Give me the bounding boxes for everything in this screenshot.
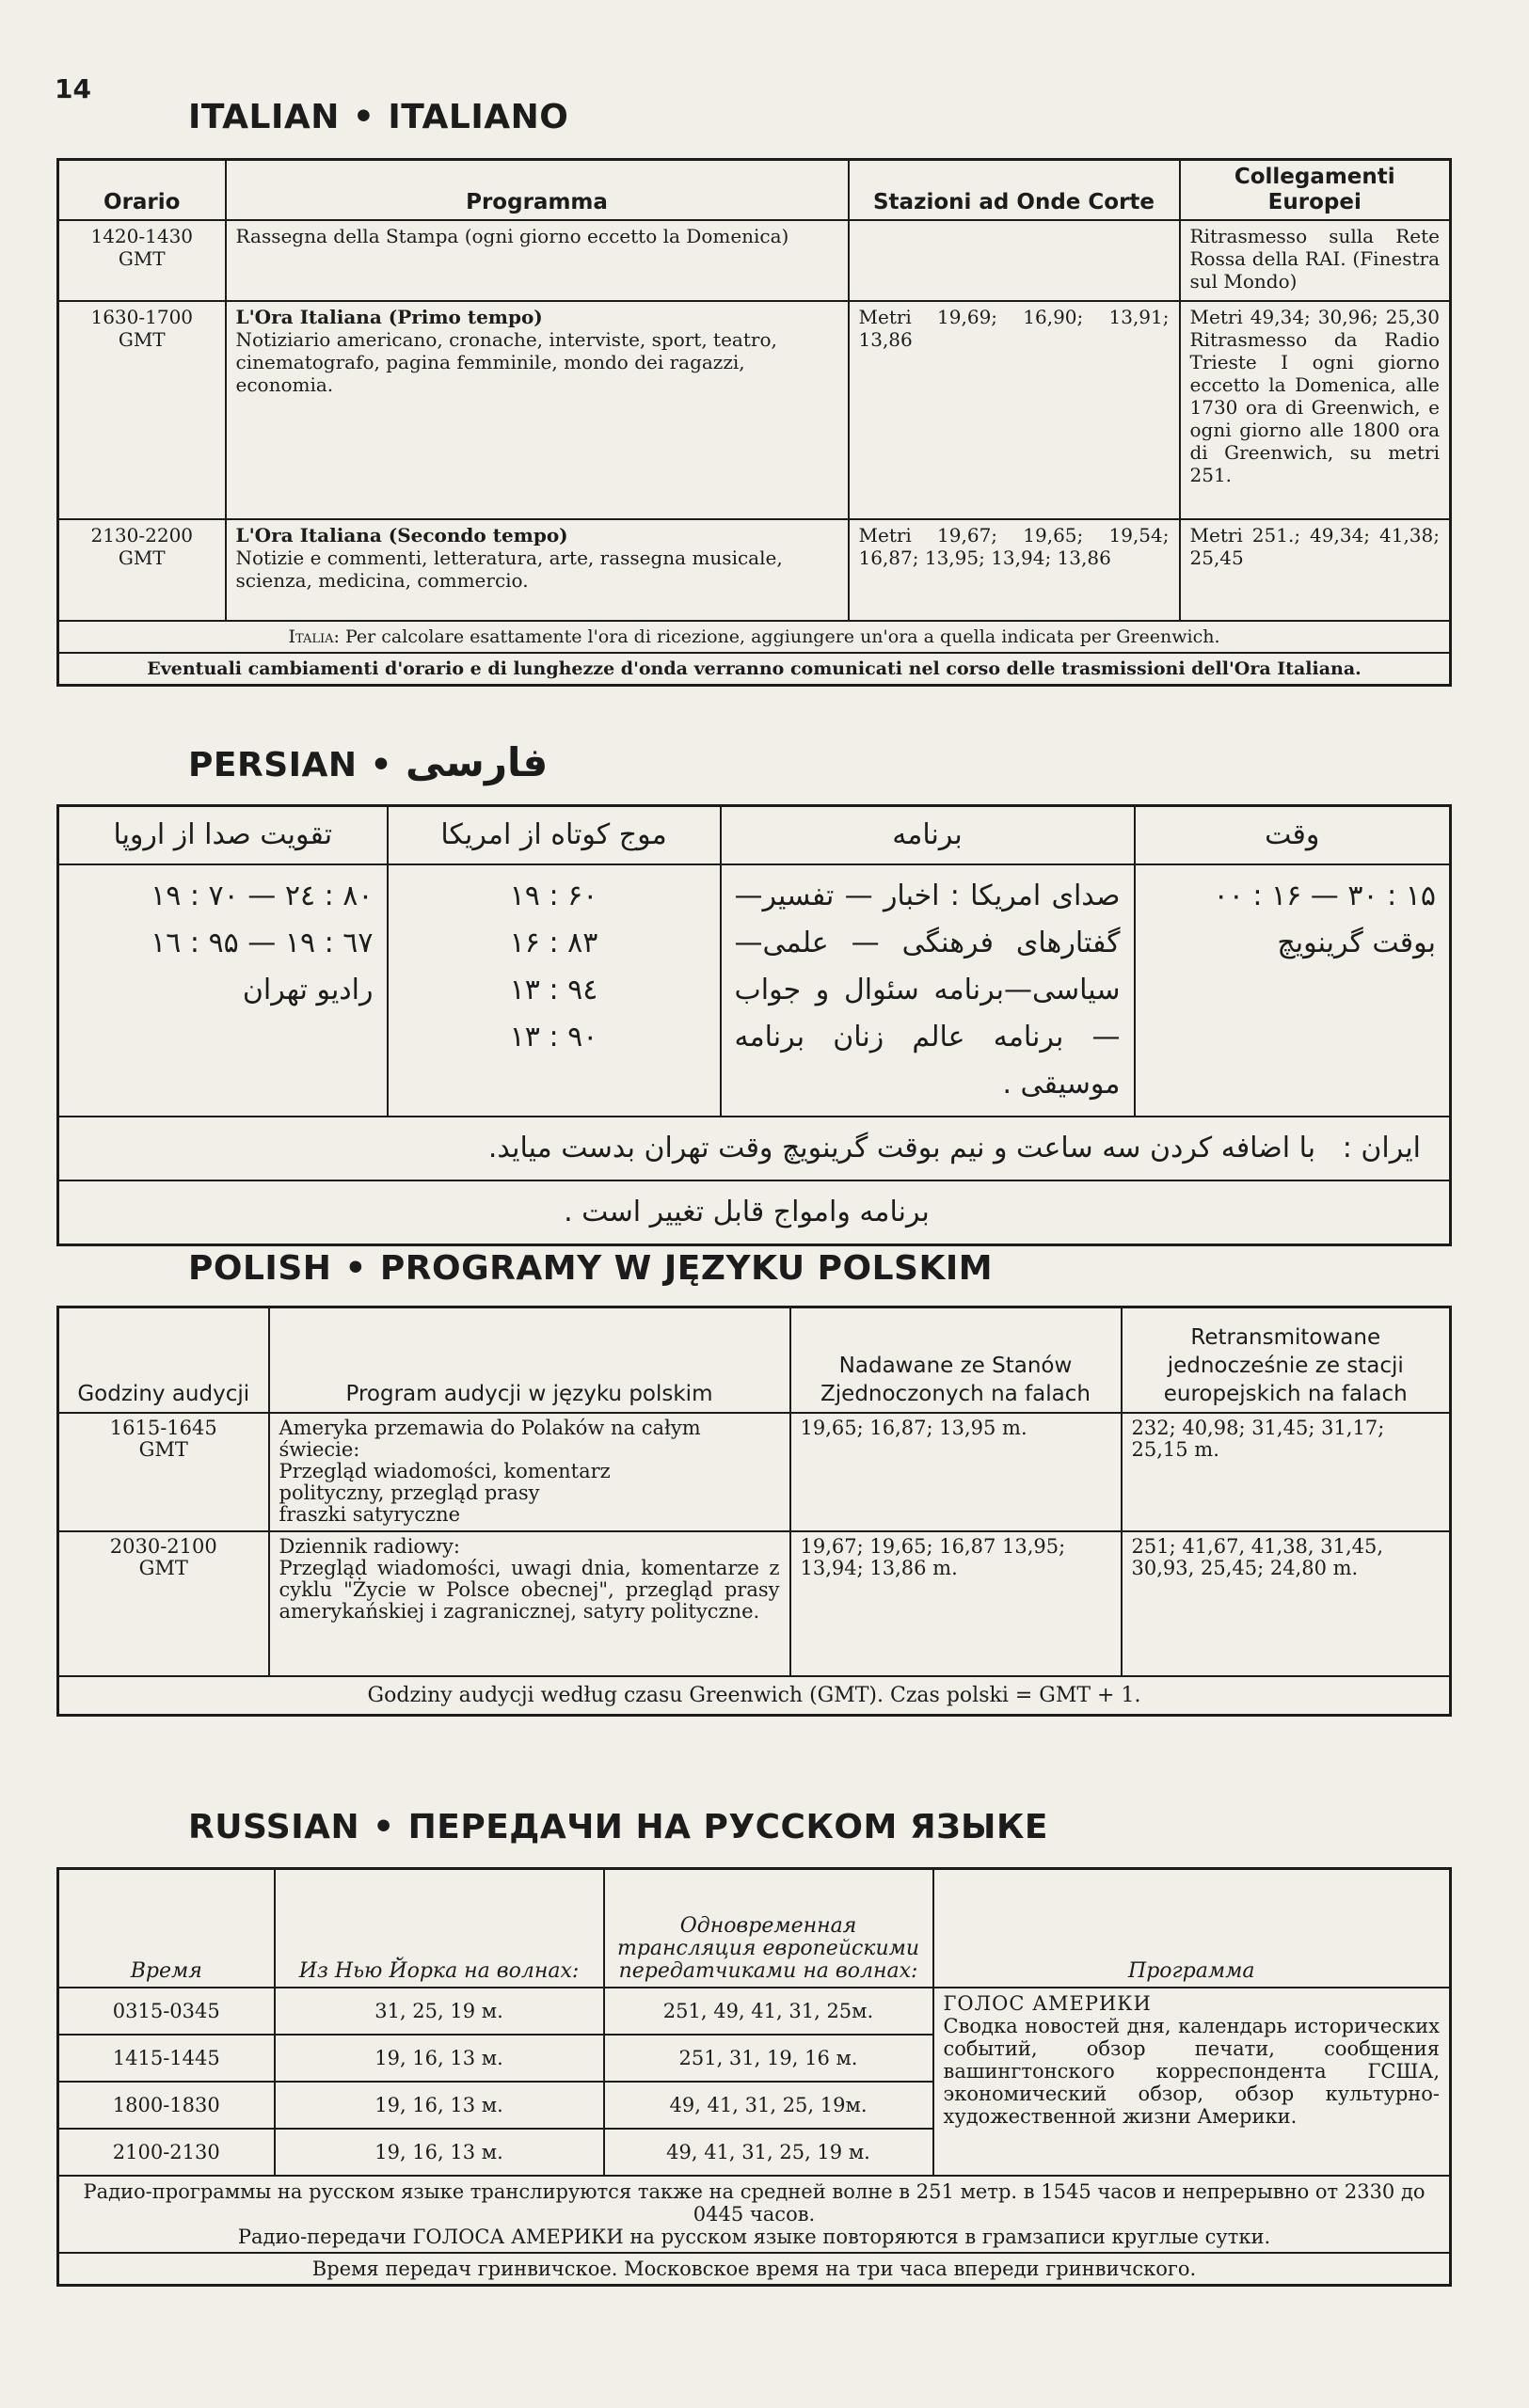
note-label: ایران : [1342,1132,1421,1164]
header-cell: Godziny audycji [58,1307,269,1413]
header-cell: Nadawane ze Stanów Zjednoczonych na falach [790,1307,1122,1413]
persian-note-1 [58,1117,1451,1180]
note-row [58,621,1451,653]
polish-title: POLISH [188,1249,332,1288]
program-cell [226,519,849,621]
italian-note-1 [58,621,1451,653]
header-cell: Retransmitowane jednocześnie ze stacji europejskich na falach [1122,1307,1451,1413]
header-cell: موج کوتاه از امریکا [388,806,721,865]
stations-cell: 19,67; 19,65; 16,87 13,95; 13,94; 13,86 m. [790,1531,1122,1676]
russian-note-1: Радио-программы на русском языке транслируются также на средней волне в 251 метр. в 1545 часов и непрерывно от 2330 до 0445 часов. [83,2179,1425,2226]
persian-schedule-table [56,804,1452,1246]
header-cell: Program audycji w języku polskim [269,1307,790,1413]
header-cell: Collegamenti Europei [1180,160,1451,221]
note-label: Italia: [288,626,340,647]
time-cell: 1415-1445 [58,2035,275,2082]
polish-schedule-table [56,1306,1452,1717]
program-title: L'Ora Italiana (Primo tempo) [235,306,543,328]
time-cell: 1800-1830 [58,2082,275,2129]
page-number: 14 [55,73,91,104]
program-cell: Dziennik radiowy: Przegląd wiadomości, uwagi dnia, komentarze z cyklu "Życie w Polsce obecnej", przegląd prasy amerykańskiej i zagranicznej, satyry polityczne. [269,1531,790,1676]
note-row [58,653,1451,686]
polish-title-native: PROGRAMY W JĘZYKU POLSKIM [379,1249,994,1288]
table-row [58,864,1451,1117]
title-bullet: • [373,1808,395,1846]
ny-cell: 19, 16, 13 м. [275,2129,604,2176]
europe-cell: 251, 31, 19, 16 м. [604,2035,933,2082]
italian-note-2: Eventuali cambiamenti d'orario e di lunghezze d'onda verranno comunicati nel corso delle trasmissioni dell'Ora Italiana. [58,653,1451,686]
program-cell [226,220,849,301]
europe-cell: Metri 49,34; 30,96; 25,30 Ritrasmesso da Radio Trieste I ogni giorno eccetto la Domenica, alle 1730 ora di Greenwich, e ogni giorno alle 1800 ora di Greenwich, su metri 251. [1180,301,1451,519]
header-cell: Одновременная трансляция европейскими передатчиками на волнах: [604,1869,933,1988]
note-row [58,2176,1451,2253]
note-row [58,1676,1451,1716]
table-row [58,1531,1451,1676]
time-cell: 1615-1645 GMT [58,1413,269,1531]
europe-cell: ۸۰ : ۲٤ — ۷۰ : ۱۹ ٦۷ : ۱۹ — ۹۵ : ۱٦ راديو تهران [58,864,388,1117]
stations-cell: Metri 19,67; 19,65; 19,54; 16,87; 13,95; 13,94; 13,86 [849,519,1180,621]
italian-section-title [188,98,568,136]
header-cell: Stazioni ad Onde Corte [849,160,1180,221]
title-bullet: • [344,1249,367,1288]
header-cell: وقت [1135,806,1451,865]
program-title: L'Ora Italiana (Secondo tempo) [235,524,568,547]
persian-note-2: برنامه وامواج قابل تغییر است . [58,1180,1451,1245]
program-cell [933,1988,1451,2176]
russian-title: RUSSIAN [188,1808,360,1846]
header-cell: Programma [226,160,849,221]
europe-cell: 251; 41,67, 41,38, 31,45, 30,93, 25,45; 24,80 m. [1122,1531,1451,1676]
russian-schedule-table [56,1867,1452,2287]
table-row [58,519,1451,621]
europe-cell: 49, 41, 31, 25, 19 м. [604,2129,933,2176]
program-text: Rassegna della Stampa (ogni giorno eccetto la Domenica) [235,225,789,247]
title-bullet: • [370,746,393,784]
europe-cell: Metri 251.; 49,34; 41,38; 25,45 [1180,519,1451,621]
table-header-row [58,1307,1451,1413]
program-text: Notizie e commenti, letteratura, arte, rassegna musicale, scienza, medicina, commercio. [235,547,783,592]
italian-schedule-table [56,158,1452,687]
title-bullet: • [352,98,375,136]
polish-section-title [188,1249,993,1288]
note-row [58,1180,1451,1245]
time-cell: 0315-0345 [58,1988,275,2035]
persian-title: PERSIAN [188,746,358,784]
program-text: Notiziario americano, cronache, interviste, sport, teatro, cinematografo, pagina femminile, mondo dei ragazzi, economia. [235,328,777,396]
russian-section-title [188,1808,1048,1846]
table-header-row [58,806,1451,865]
table-row [58,301,1451,519]
russian-note-2: Радио-передачи ГОЛОСА АМЕРИКИ на русском языке повторяются в грамзаписи круглые сутки. [237,2225,1271,2248]
time-cell: ۱۵ : ۳۰ — ۱۶ : ۰۰ بوقت گرینویچ [1135,864,1451,1117]
header-cell: Время [58,1869,275,1988]
program-title: ГОЛОС АМЕРИКИ [943,1991,1152,2015]
persian-section-title [188,739,548,785]
shortwave-cell: ۶۰ : ۱۹ ۸۳ : ۱۶ ۹٤ : ۱۳ ۹۰ : ۱۳ [388,864,721,1117]
note-row [58,1117,1451,1180]
russian-title-native: ПЕРЕДАЧИ НА РУССКОМ ЯЗЫКЕ [407,1808,1048,1846]
program-text: Сводка новостей дня, календарь исторических событий, обзор печати, сообщения вашингтонского корреспондента ГСША, экономический обзор, обзор культурно-художественной жизни Америки. [943,2014,1440,2128]
program-cell [226,301,849,519]
table-header-row [58,160,1451,221]
header-cell: Из Нью Йорка на волнах: [275,1869,604,1988]
polish-note: Godziny audycji według czasu Greenwich (GMT). Czas polski = GMT + 1. [58,1676,1451,1716]
time-cell: 2030-2100 GMT [58,1531,269,1676]
time-cell: 2100-2130 [58,2129,275,2176]
russian-note-3: Время передач гринвичское. Московское время на три часа впереди гринвичского. [58,2253,1451,2286]
table-header-row [58,1869,1451,1988]
header-cell: Программа [933,1869,1451,1988]
stations-cell: 19,65; 16,87; 13,95 m. [790,1413,1122,1531]
ny-cell: 31, 25, 19 м. [275,1988,604,2035]
europe-cell: 251, 49, 41, 31, 25м. [604,1988,933,2035]
russian-note-block [58,2176,1451,2253]
table-row [58,220,1451,301]
ny-cell: 19, 16, 13 м. [275,2082,604,2129]
note-row [58,2253,1451,2286]
table-row [58,1413,1451,1531]
program-cell: Ameryka przemawia do Polaków na całym świecie: Przegląd wiadomości, komentarz polityczny, przegląd prasy fraszki satyryczne [269,1413,790,1531]
header-cell: برنامه [721,806,1135,865]
header-cell: Orario [58,160,226,221]
note-text: با اضافه کردن سه ساعت و نیم بوقت گرینویچ وقت تهران بدست میاید. [487,1132,1316,1164]
time-cell: 1630-1700 GMT [58,301,226,519]
stations-cell [849,220,1180,301]
europe-cell: 232; 40,98; 31,45; 31,17; 25,15 m. [1122,1413,1451,1531]
header-cell: تقویت صدا از اروپا [58,806,388,865]
time-cell: 1420-1430 GMT [58,220,226,301]
europe-cell: 49, 41, 31, 25, 19м. [604,2082,933,2129]
note-text: Per calcolare esattamente l'ora di ricezione, aggiungere un'ora a quella indicata per Greenwich. [344,626,1220,647]
program-cell: صدای امریکا : اخبار — تفسیر—گفتارهای فرهنگی — علمی— سیاسی—برنامه سئوال و جواب — برنامه عالم زنان برنامه موسیقی . [721,864,1135,1117]
italian-title-native: ITALIANO [388,98,569,136]
time-cell: 2130-2200 GMT [58,519,226,621]
europe-cell: Ritrasmesso sulla Rete Rossa della RAI. (Finestra sul Mondo) [1180,220,1451,301]
persian-title-native: فارسی [406,739,549,785]
table-row [58,1988,1451,2035]
ny-cell: 19, 16, 13 м. [275,2035,604,2082]
stations-cell: Metri 19,69; 16,90; 13,91; 13,86 [849,301,1180,519]
italian-title: ITALIAN [188,98,340,136]
